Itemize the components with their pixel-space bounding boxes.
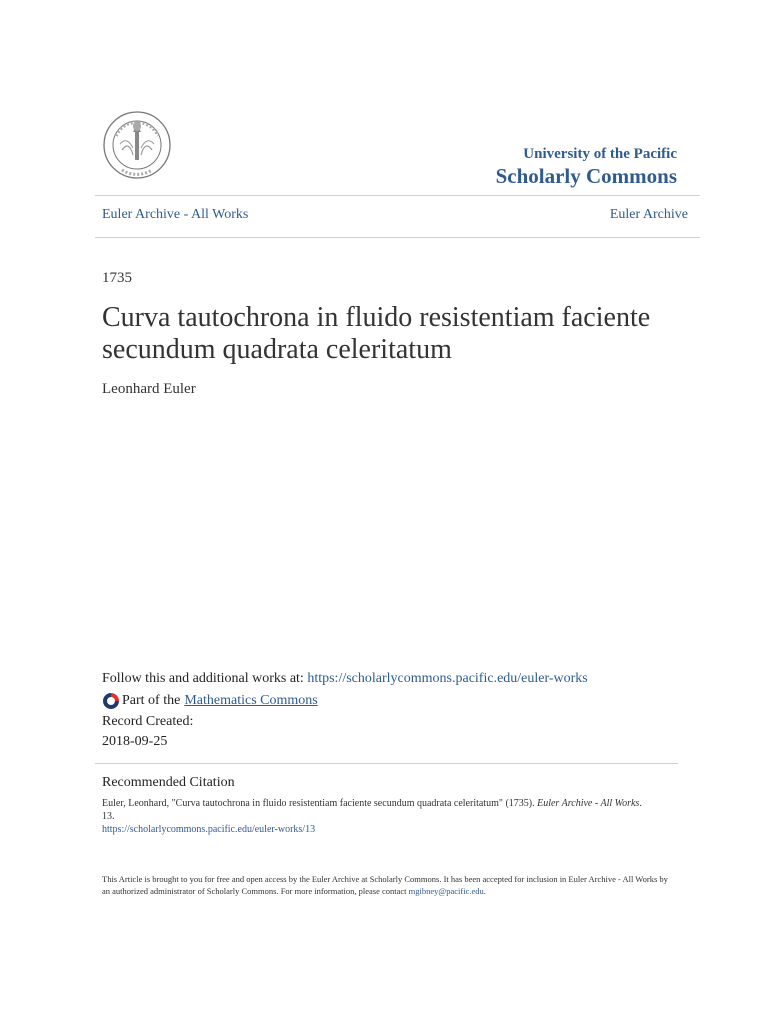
citation-url-link[interactable]: https://scholarlycommons.pacific.edu/euler-works/13 [102,824,316,835]
euler-archive-link[interactable]: Euler Archive [609,207,688,222]
euler-archive-all-works-link[interactable]: Euler Archive - All Works [102,207,249,222]
citation-journal: Euler Archive - All Works [537,798,640,809]
follow-label: Follow this and additional works at: [102,671,304,686]
mathematics-commons-link[interactable]: Mathematics Commons [184,693,318,708]
part-of-label: Part of the [122,693,181,708]
nav-divider [95,237,700,238]
article-title: Curva tautochrona in fluido resistentiam faciente secundum quadrata celeritatum [102,302,651,365]
citation-text: Euler, Leonhard, "Curva tautochrona in fluido resistentiam faciente secundum quadrata celeritatum" (1735). Euler Archive - All Works. 13. [102,798,642,822]
citation-main: Euler, Leonhard, "Curva tautochrona in fluido resistentiam faciente secundum quadrata celeritatum" (1735). [102,798,535,809]
publication-year: 1735 [102,270,132,286]
footer-notice [102,873,672,897]
recommended-citation-heading: Recommended Citation [102,775,235,790]
footer-end: . [483,886,486,896]
site-brand[interactable] [496,146,677,188]
record-created-date: 2018-09-25 [102,734,168,749]
bepress-network-icon [102,692,120,710]
follow-line [102,671,588,687]
part-of-line [102,692,318,710]
article-author: Leonhard Euler [102,381,196,397]
record-created-label: Record Created: [102,714,194,729]
citation-number: 13. [102,811,115,822]
follow-url-link[interactable]: https://scholarlycommons.pacific.edu/euler-works [307,671,588,686]
university-name: University of the Pacific [523,146,677,162]
header-divider [95,195,700,196]
university-seal-icon [102,110,172,180]
contact-email-link[interactable]: mgibney@pacific.edu [408,886,484,896]
site-name: Scholarly Commons [495,164,677,188]
footer-text: This Article is brought to you for free and open access by the Euler Archive at Scholarly Commons. It has been accepted for inclusion in Euler Archive - All Works by an authorized administrator of Scholarly Commons. For more information, please contact [102,874,668,896]
citation-divider [95,763,678,764]
